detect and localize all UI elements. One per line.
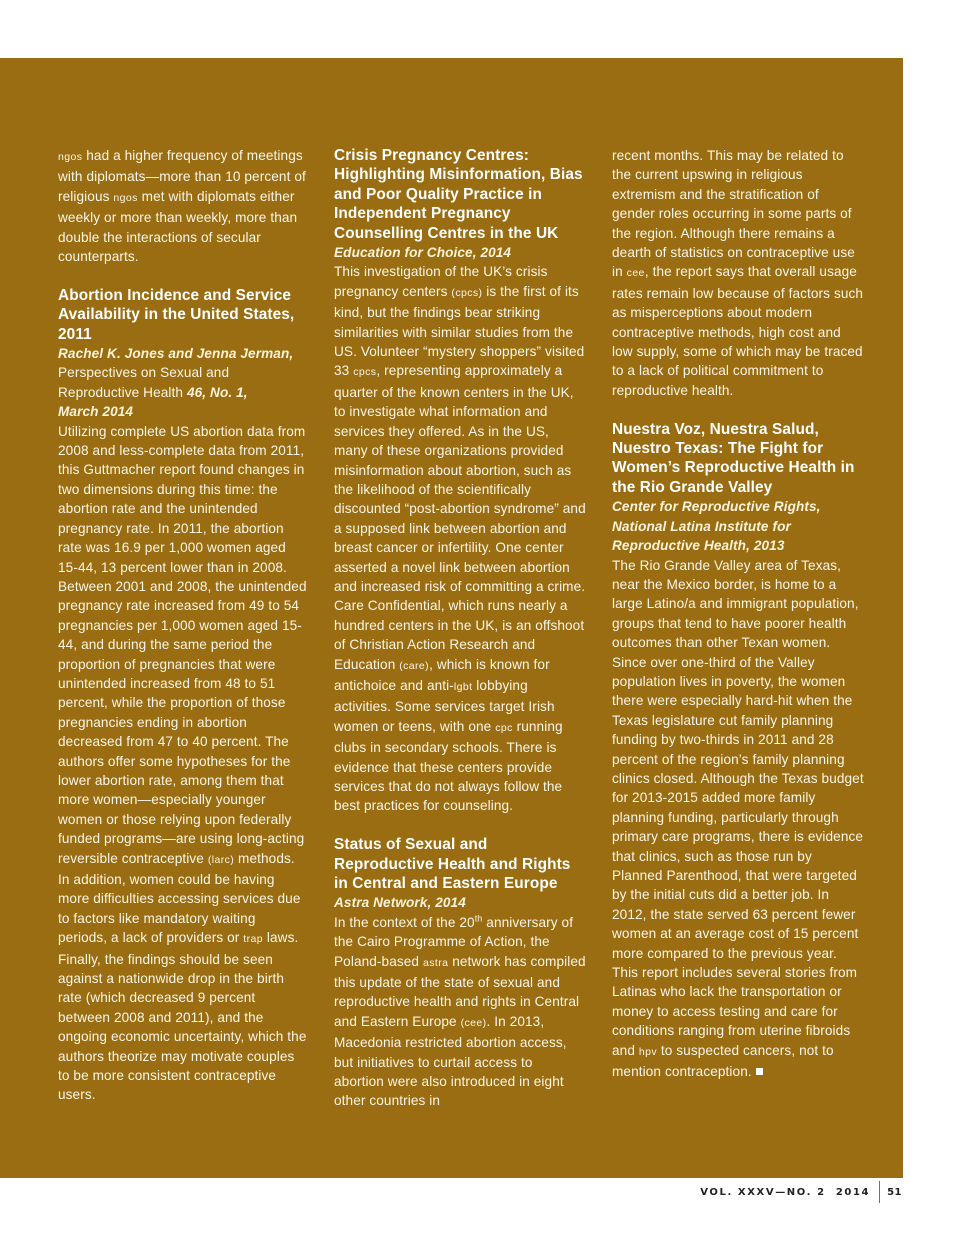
article-byline bbox=[58, 344, 308, 422]
issue-label: VOL. XXXV—NO. 2 2014 bbox=[700, 1186, 871, 1198]
article-source-education-for-choice: Education for Choice, 2014 bbox=[334, 245, 512, 261]
footer-divider bbox=[879, 1181, 880, 1203]
article-journal: Perspectives on Sexual and Reproductive Health bbox=[58, 365, 230, 400]
intro-paragraph: ngos had a higher frequency of meetings with diplomats—more than 10 percent of religious ngos met with diplomats either weekly or more than weekly, more than double the interactions of secular counterparts. bbox=[58, 148, 306, 265]
end-of-article-square-icon bbox=[756, 1068, 763, 1075]
article-title-cee-reproductive-health: Status of Sexual and Reproductive Health and Rights in Central and Eastern Europe bbox=[334, 836, 571, 893]
article-body-abortion-incidence: Utilizing complete US abortion data from 2008 and less-complete data from 2011, this Guttmacher report found changes in two dimensions during this time: the abortion rate and the unintended pregnancy rate. In 2011, the abortion rate was 16.9 per 1,000 women aged 15-44, 13 percent lower than in 2008. Between 2001 and 2008, the unintended pregnancy rate increased from 49 to 54 pregnancies per 1,000 women aged 15-44, and during the same period the proportion of pregnancies that were unintended increased from 48 to 51 percent, while the proportion of those pregnancies ending in abortion decreased from 47 to 40 percent. The authors offer some hypotheses for the lower abortion rate, among them that more women—especially younger women or those relying upon federally funded programs—are using long-acting reversible contraceptive (larc) methods. In addition, women could be having more difficulties accessing services due to factors like mandatory waiting periods, a lack of providers or trap laws. Finally, the findings should be seen against a nationwide drop in the birth rate (which decreased 9 percent between 2008 and 2011), and the ongoing economic uncertainty, which the authors theorize may motivate couples to be more consistent contraceptive users. bbox=[58, 423, 307, 1103]
article-title-nuestra-voz: Nuestra Voz, Nuestra Salud, Nuestro Texas: The Fight for Women’s Reproductive Health in the Rio Grande Valley bbox=[612, 420, 855, 496]
article-source-center-for-reproductive-rights: Center for Reproductive Rights, National Latina Institute for Reproductive Health, 2013 bbox=[612, 499, 821, 554]
article-title-crisis-pregnancy-centres: Crisis Pregnancy Centres: Highlighting Misinformation, Bias and Poor Quality Practice in Independent Pregnancy Counselling Centres in the UK bbox=[334, 147, 583, 242]
article-body-cee-reproductive-health: In the context of the 20th anniversary of the Cairo Programme of Action, the Poland-based astra network has compiled this update of the state of sexual and reproductive health and rights in Central and Eastern Europe (cee). In 2013, Macedonia restricted abortion access, but initiatives to curtail access to abortion were also introduced in eight other countries in bbox=[334, 913, 586, 1109]
article-source-astra-network: Astra Network, 2014 bbox=[334, 895, 466, 911]
column-1 bbox=[58, 146, 308, 1105]
article-title-abortion-incidence: Abortion Incidence and Service Availability in the United States, 2011 bbox=[58, 286, 295, 343]
column-2 bbox=[334, 146, 586, 1111]
page-footer bbox=[700, 1181, 902, 1203]
article-body-cee-continued: recent months. This may be related to the current upswing in religious extremism and the stratification of gender roles occurring in some parts of the region. Although there remains a dearth of statistics on contraceptive use in cee, the report says that overall usage rates remain low because of factors such as misperceptions about modern contraceptive methods, high cost and low supply, some of which may be traced to a lack of political commitment to reproductive health. bbox=[612, 148, 864, 398]
article-body-crisis-pregnancy-centres: This investigation of the UK’s crisis pregnancy centers (cpcs) is the first of its kind, but the findings bear striking similarities with similar studies from the US. Volunteer “mystery shoppers” visited 33 cpcs, representing approximately a quarter of the known centers in the UK, to investigate what information and services they offered. As in the US, many of these organizations provided misinformation about abortion, such as the likelihood of the scientifically discounted “post-abortion syndrome” and a supposed link between abortion and breast cancer or infertility. One center asserted a novel link between abortion and increased risk of committing a crime. Care Confidential, which runs nearly a hundred centers in the UK, is an offshoot of Christian Action Research and Education (care), which is known for antichoice and anti-lgbt lobbying activities. Some services target Irish women or teens, with one cpc running clubs in secondary schools. There is evidence that these centers provide services that do not always follow the best practices for counseling. bbox=[334, 264, 586, 814]
article-date: March 2014 bbox=[58, 404, 134, 420]
page-number: 51 bbox=[887, 1186, 902, 1198]
article-body-nuestra-voz: The Rio Grande Valley area of Texas, near the Mexico border, is home to a large Latino/a and immigrant population, groups that tend to have poorer health outcomes than other Texan women. Since over one-third of the Valley population lives in poverty, the women there were especially hard-hit when the Texas legislature cut family planning funding by two-thirds in 2011 and 28 percent of the region’s family planning clinics closed. Although the Texas budget for 2013-2015 added more family planning funding, particularly through primary care programs, there is evidence that clinics, such as those run by Planned Parenthood, that were targeted by the initial cuts did a better job. In 2012, the state served 63 percent fewer women at an average cost of 15 percent more compared to the previous year. This report includes several stories from Latinas who lack the transportation or money to access testing and care for conditions ranging from uterine fibroids and hpv to suspected cancers, not to mention contraception. bbox=[612, 557, 864, 1080]
column-3 bbox=[612, 146, 864, 1081]
article-volume: 46, No. 1, bbox=[183, 384, 248, 400]
article-authors: Rachel K. Jones and Jenna Jerman, bbox=[58, 346, 294, 362]
